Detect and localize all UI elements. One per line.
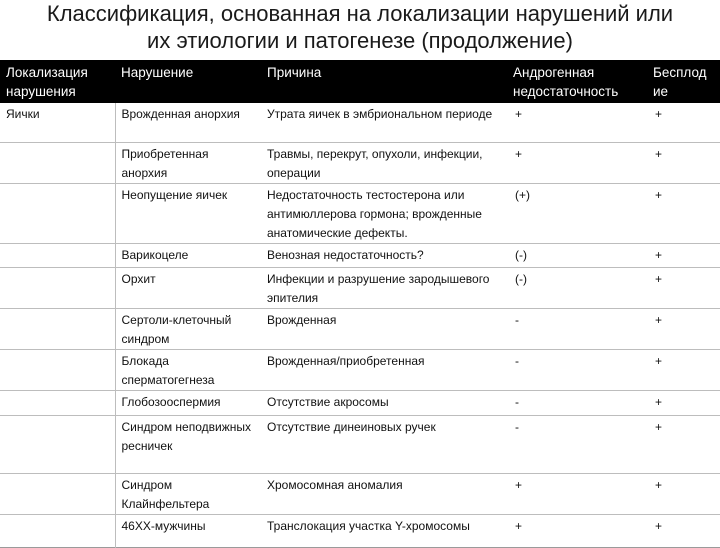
cell-disorder: Варикоцеле — [121, 247, 189, 262]
cell-androgen: (-) — [515, 271, 527, 286]
table-row — [0, 267, 720, 308]
cell-infertility: + — [655, 247, 663, 262]
cell-infertility: + — [655, 271, 663, 286]
cell-localization — [0, 473, 115, 514]
cell-localization — [0, 183, 115, 243]
table-row — [0, 349, 720, 390]
cell-cause: Инфекции и разрушение зародышевого эпителия — [267, 271, 490, 305]
cell-localization — [0, 349, 115, 390]
cell-disorder: Глобозооспермия — [121, 394, 221, 409]
table-header-row — [0, 60, 720, 103]
cell-cause: Отсутствие динеиновых ручек — [267, 419, 436, 434]
cell-infertility: + — [655, 107, 663, 121]
cell-infertility: + — [655, 419, 663, 434]
cell-androgen: - — [515, 353, 519, 368]
cell-localization: Яички — [0, 103, 115, 142]
cell-androgen: + — [515, 518, 523, 533]
cell-disorder: 46XX-мужчины — [121, 518, 206, 533]
cell-androgen: (-) — [515, 247, 527, 262]
cell-cause: Врожденная — [267, 312, 337, 327]
cell-localization — [0, 142, 115, 183]
header-disorder: Нарушение — [115, 60, 261, 103]
cell-localization — [0, 267, 115, 308]
cell-cause: Хромосомная аномалия — [267, 477, 403, 492]
cell-infertility: + — [655, 518, 663, 533]
table-row — [0, 142, 720, 183]
cell-cause: Утрата яичек в эмбриональном периоде — [267, 107, 493, 121]
table-row — [0, 473, 720, 514]
header-cause: Причина — [261, 60, 507, 103]
cell-androgen: + — [515, 107, 523, 121]
title-line-2: их этиологии и патогенезе (продолжение) — [147, 28, 573, 53]
cell-cause: Транслокация участка Y-хромосомы — [267, 518, 470, 533]
cell-androgen: (+) — [515, 187, 530, 202]
cell-disorder: Сертоли-клеточный синдром — [121, 312, 232, 346]
table-row — [0, 415, 720, 473]
title-line-1: Классификация, основанная на локализации нарушений или — [46, 1, 674, 26]
table-row — [0, 103, 720, 142]
table-row — [0, 243, 720, 267]
cell-cause: Венозная недостаточность? — [267, 247, 424, 262]
header-androgen-deficiency: Андрогенная недостаточность — [507, 60, 647, 103]
cell-infertility: + — [655, 312, 663, 327]
cell-infertility: + — [655, 353, 663, 368]
cell-androgen: - — [515, 394, 519, 409]
cell-infertility: + — [655, 187, 663, 202]
table-row — [0, 390, 720, 415]
cell-cause: Травмы, перекрут, опухоли, инфекции, операции — [267, 146, 483, 180]
cell-androgen: + — [515, 146, 523, 161]
header-localization: Локализация нарушения — [0, 60, 115, 103]
table-row — [0, 308, 720, 349]
cell-localization — [0, 308, 115, 349]
cell-androgen: + — [515, 477, 523, 492]
cell-disorder: Орхит — [121, 271, 156, 286]
cell-infertility: + — [655, 477, 663, 492]
table-row — [0, 183, 720, 243]
cell-localization — [0, 514, 115, 547]
header-infertility: Бесплод ие — [647, 60, 720, 103]
cell-cause: Врожденная/приобретенная — [267, 353, 425, 368]
cell-localization — [0, 243, 115, 267]
cell-disorder: Приобретенная анорхия — [121, 146, 209, 180]
slide-title — [0, 0, 720, 54]
cell-androgen: - — [515, 312, 519, 327]
cell-disorder: Синдром Клайнфельтера — [121, 477, 210, 511]
table-row — [0, 514, 720, 547]
cell-infertility: + — [655, 146, 663, 161]
cell-disorder: Неопущение яичек — [121, 187, 228, 202]
cell-localization — [0, 390, 115, 415]
classification-table — [0, 60, 720, 548]
cell-disorder: Врожденная анорхия — [121, 107, 240, 121]
cell-androgen: - — [515, 419, 519, 434]
cell-localization — [0, 415, 115, 473]
cell-disorder: Синдром неподвижных ресничек — [121, 419, 251, 453]
cell-infertility: + — [655, 394, 663, 409]
cell-cause: Недостаточность тестостерона или антимюллерова гормона; врожденные анатомические дефекты. — [267, 187, 482, 240]
cell-cause: Отсутствие акросомы — [267, 394, 389, 409]
cell-disorder: Блокада сперматогегнеза — [121, 353, 215, 387]
